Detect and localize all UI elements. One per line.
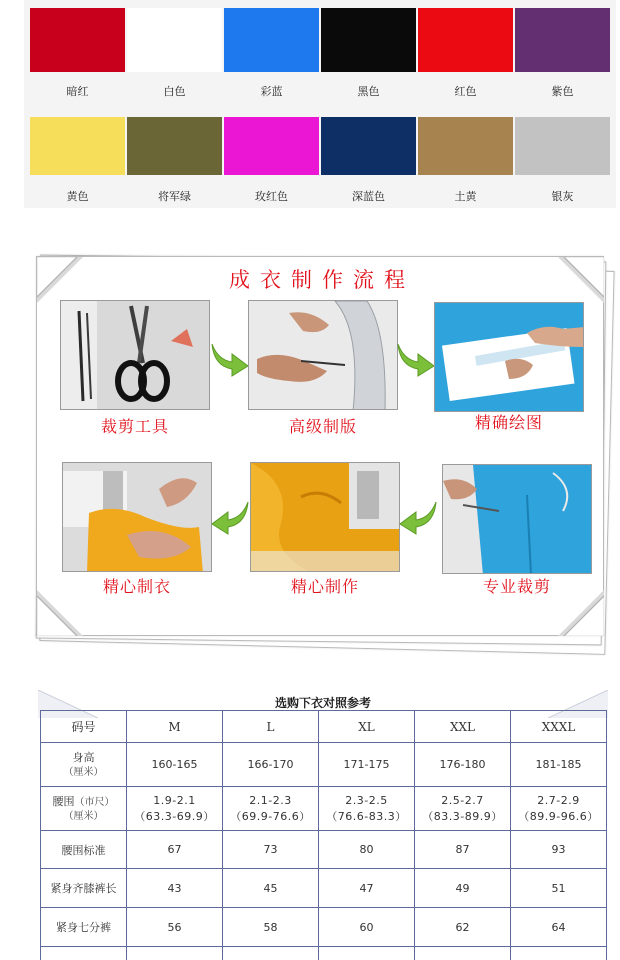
waist-chi: 2.5-2.7: [441, 793, 484, 807]
header-cell: XL: [319, 711, 415, 743]
arrow-right-icon: [208, 334, 252, 378]
swatch-silver-gray[interactable]: [515, 117, 610, 205]
swatch-black[interactable]: [321, 8, 416, 100]
table-cell: 51: [511, 869, 607, 908]
swatch-label: 彩蓝: [260, 85, 283, 98]
waist-chi: 1.9-2.1: [153, 793, 196, 807]
swatch-label: 黄色: [66, 190, 89, 203]
swatch-label: 暗红: [66, 85, 89, 98]
step-cutting-tools: [60, 300, 210, 410]
table-cell: 62: [415, 908, 511, 947]
swatch-khaki[interactable]: [418, 117, 513, 205]
table-cell: 166-170: [223, 743, 319, 787]
table-cell: [415, 947, 511, 960]
table-cell: 176-180: [415, 743, 511, 787]
table-cell: [415, 787, 511, 831]
step-label: 裁剪工具: [100, 417, 169, 436]
swatch-label: 白色: [163, 85, 186, 98]
swatch-army-green[interactable]: [127, 117, 222, 205]
row-label: 腰围: [52, 794, 75, 808]
table-cell: 60: [319, 908, 415, 947]
precise-drawing-photo: [434, 302, 584, 412]
table-cell: 80: [319, 831, 415, 869]
swatch-label: 土黄: [454, 190, 477, 203]
step-label: 精确绘图: [474, 413, 543, 432]
row-unit: （厘米）: [63, 810, 104, 822]
arrow-left-icon: [208, 492, 252, 536]
table-cell: 93: [511, 831, 607, 869]
step-pattern-making: [248, 300, 398, 410]
header-cell: XXL: [415, 711, 511, 743]
header-cell: XXXL: [511, 711, 607, 743]
swatch-box: [224, 117, 319, 175]
swatch-yellow[interactable]: [30, 117, 125, 205]
table-cell: [127, 787, 223, 831]
swatch-box: [127, 8, 222, 72]
step-careful-sewing: [62, 462, 212, 572]
swatch-box: [30, 117, 125, 175]
swatch-label: 将军绿: [158, 190, 191, 203]
row-label-waist: [41, 787, 127, 831]
swatch-row-2: [30, 117, 610, 205]
waist-cm: （83.3-89.9）: [422, 809, 503, 823]
swatch-box: [224, 8, 319, 72]
swatch-label: 紫色: [551, 85, 574, 98]
production-process-card: [30, 252, 614, 652]
waist-chi: 2.1-2.3: [249, 793, 292, 807]
row-unit: （市尺）: [74, 796, 115, 808]
swatch-white[interactable]: [127, 8, 222, 100]
swatch-navy[interactable]: [321, 117, 416, 205]
table-cell: 47: [319, 869, 415, 908]
row-label: 身高: [72, 750, 95, 764]
waist-cm: （69.9-76.6）: [230, 809, 311, 823]
step-label: 专业裁剪: [482, 577, 551, 596]
step-precise-drawing: [434, 302, 584, 412]
arrow-left-icon: [396, 492, 440, 536]
waist-label-line: [41, 794, 126, 810]
step-label: 精心制作: [290, 577, 359, 596]
size-table: [40, 710, 607, 960]
swatch-box: [30, 8, 125, 72]
step-label: 精心制衣: [102, 577, 171, 596]
pattern-making-photo: [248, 300, 398, 410]
table-cell: 56: [127, 908, 223, 947]
header-cell-size: 码号: [41, 711, 127, 743]
table-cell: [127, 947, 223, 960]
table-cell: [223, 787, 319, 831]
header-cell: M: [127, 711, 223, 743]
swatch-box: [418, 117, 513, 175]
table-row-knee-length: [41, 869, 607, 908]
table-cell: 49: [415, 869, 511, 908]
waist-cm: （89.9-96.6）: [518, 809, 599, 823]
scissors-tools-photo: [60, 300, 210, 410]
swatch-dark-red[interactable]: [30, 8, 125, 100]
swatch-label: 红色: [454, 85, 477, 98]
table-cell: [511, 787, 607, 831]
swatch-purple[interactable]: [515, 8, 610, 100]
table-cell: [319, 787, 415, 831]
table-cell: [223, 947, 319, 960]
swatch-box: [418, 8, 513, 72]
table-row-empty: [41, 947, 607, 960]
careful-sewing-photo: [62, 462, 212, 572]
row-unit: （厘米）: [63, 766, 104, 778]
table-cell: 171-175: [319, 743, 415, 787]
swatch-box: [127, 117, 222, 175]
table-cell: [41, 947, 127, 960]
swatch-label: 玫红色: [255, 190, 288, 203]
swatch-box: [321, 117, 416, 175]
row-label: 紧身齐膝裤长: [41, 869, 127, 908]
table-cell: 181-185: [511, 743, 607, 787]
table-cell: 58: [223, 908, 319, 947]
table-cell: [319, 947, 415, 960]
table-cell: 160-165: [127, 743, 223, 787]
table-cell: 67: [127, 831, 223, 869]
row-label-height: [41, 743, 127, 787]
table-cell: [511, 947, 607, 960]
swatch-rose-red[interactable]: [224, 117, 319, 205]
table-cell: 45: [223, 869, 319, 908]
professional-cutting-photo: [442, 464, 592, 574]
careful-making-photo: [250, 462, 400, 572]
step-professional-cutting: [442, 464, 592, 574]
table-cell: 43: [127, 869, 223, 908]
waist-cm: （63.3-69.9）: [134, 809, 215, 823]
swatch-box: [515, 8, 610, 72]
step-careful-making: [250, 462, 400, 572]
header-cell: L: [223, 711, 319, 743]
swatch-label: 银灰: [551, 190, 574, 203]
swatch-label: 深蓝色: [352, 190, 385, 203]
table-header-row: [41, 711, 607, 743]
swatch-box: [515, 117, 610, 175]
waist-chi: 2.3-2.5: [345, 793, 388, 807]
row-label: 腰围标准: [41, 831, 127, 869]
table-row-waist: [41, 787, 607, 831]
table-row-waist-standard: [41, 831, 607, 869]
swatch-bright-blue[interactable]: [224, 8, 319, 100]
swatch-red[interactable]: [418, 8, 513, 100]
swatch-row-1: [30, 8, 610, 100]
swatch-box: [321, 8, 416, 72]
waist-cm: （76.6-83.3）: [326, 809, 407, 823]
arrow-right-icon: [394, 334, 438, 378]
process-title: 成衣制作流程: [229, 268, 415, 292]
swatch-label: 黑色: [357, 85, 380, 98]
color-swatch-panel: [24, 0, 616, 208]
size-reference-table: [40, 690, 606, 960]
row-label: 紧身七分裤: [41, 908, 127, 947]
table-row-capri-length: [41, 908, 607, 947]
step-label: 高级制版: [288, 417, 357, 436]
size-table-title: 选购下衣对照参考: [274, 696, 371, 710]
table-cell: 64: [511, 908, 607, 947]
table-cell: 87: [415, 831, 511, 869]
table-row-height: [41, 743, 607, 787]
waist-chi: 2.7-2.9: [537, 793, 580, 807]
table-cell: 73: [223, 831, 319, 869]
